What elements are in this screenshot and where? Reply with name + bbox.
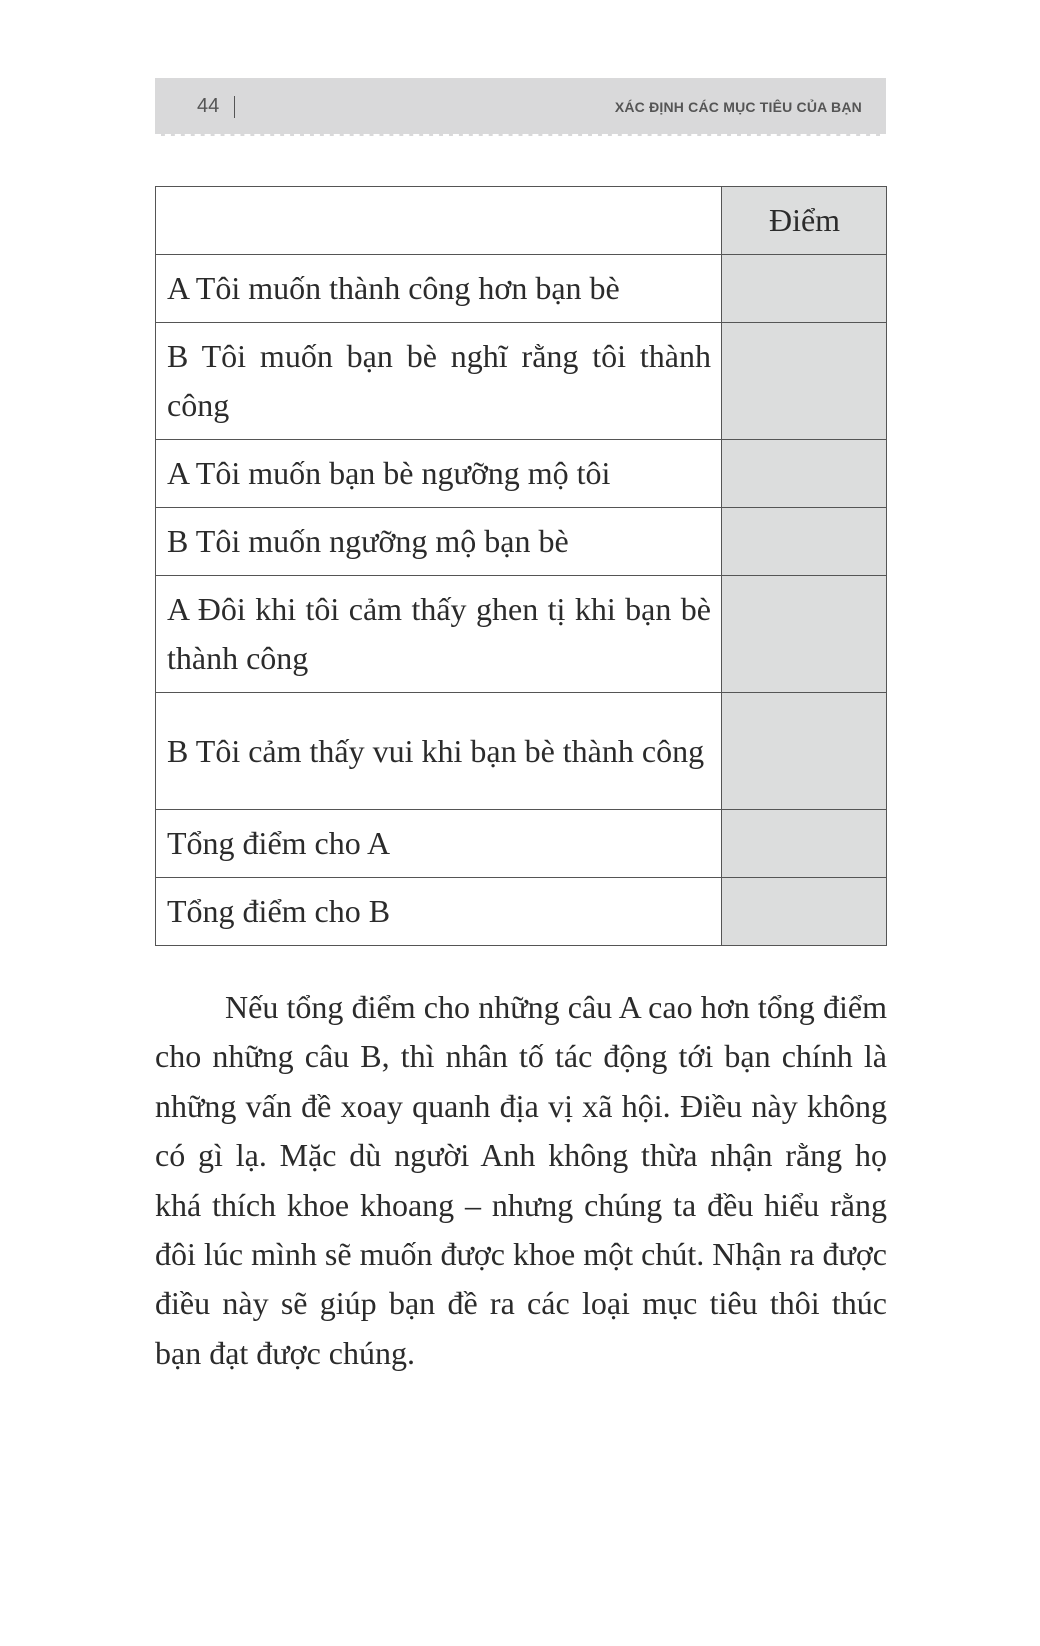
score-cell: [722, 508, 887, 576]
score-table: [155, 186, 887, 946]
table-row: [156, 576, 887, 693]
running-title: XÁC ĐỊNH CÁC MỤC TIÊU CỦA BẠN: [614, 99, 862, 115]
statement-cell: A Tôi muốn thành công hơn bạn bè: [156, 255, 722, 323]
total-row-b: [156, 878, 887, 946]
score-cell: [722, 255, 887, 323]
score-cell: [722, 576, 887, 693]
page-number-divider: [234, 96, 235, 118]
table-row: [156, 440, 887, 508]
statement-cell: A Tôi muốn bạn bè ngưỡng mộ tôi: [156, 440, 722, 508]
table-row: [156, 255, 887, 323]
table-header-row: [156, 187, 887, 255]
total-label-a: Tổng điểm cho A: [156, 810, 722, 878]
total-label-b: Tổng điểm cho B: [156, 878, 722, 946]
statement-cell: B Tôi cảm thấy vui khi bạn bè thành công: [156, 693, 722, 810]
score-cell: [722, 323, 887, 440]
statement-cell: B Tôi muốn ngưỡng mộ bạn bè: [156, 508, 722, 576]
header-blank-cell: [156, 187, 722, 255]
score-cell: [722, 440, 887, 508]
score-column-header: Điểm: [722, 187, 887, 255]
score-cell: [722, 693, 887, 810]
statement-cell: B Tôi muốn bạn bè nghĩ rằng tôi thành công: [156, 323, 722, 440]
table-row: [156, 508, 887, 576]
total-score-a: [722, 810, 887, 878]
table-row: [156, 693, 887, 810]
page-header: [155, 78, 886, 136]
total-score-b: [722, 878, 887, 946]
table-row: [156, 323, 887, 440]
statement-cell: A Đôi khi tôi cảm thấy ghen tị khi bạn bè thành công: [156, 576, 722, 693]
total-row-a: [156, 810, 887, 878]
body-paragraph: Nếu tổng điểm cho những câu A cao hơn tổng điểm cho những câu B, thì nhân tố tác động tới bạn chính là những vấn đề xoay quanh địa vị xã hội. Điều này không có gì lạ. Mặc dù người Anh không thừa nhận rằng họ khá thích khoe khoang – nhưng chúng ta đều hiểu rằng đôi lúc mình sẽ muốn được khoe một chút. Nhận ra được điều này sẽ giúp bạn đề ra các loại mục tiêu thôi thúc bạn đạt được chúng.: [155, 989, 887, 1371]
page-number: 44: [197, 95, 220, 117]
